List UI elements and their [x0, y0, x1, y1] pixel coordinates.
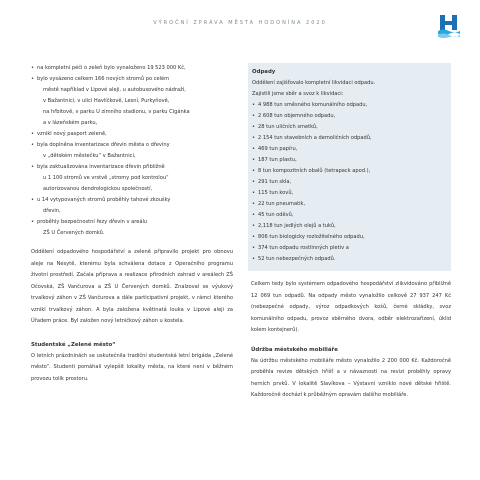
waste-list-item: • 2 154 tun stavebních a demoličních odpadů, — [252, 133, 447, 144]
waste-list-item: • 28 tun uličních smetků, — [252, 122, 447, 133]
greenery-paragraph: Oddělení odpadového hospodářství a zeleně připravilo projekt pro obnovu aleje na Nesytě, kterému byla schválena dotace z Operačního programu životní prostředí. Začala příprava a realizace přírodních zahrad v areálech ZŠ Očovská, ZŠ Vančurova a ZŠ U Červených domků. Znalzoval se výukový trvalkový záhon v ZŠ Vančurova a dále participativní projekt, v rámci kterého vznikl trvalkový záhon. A byla založena květinatá louka v Lipové aleji za Úřadem práce. Byl založen nový letničkový záhon u kostela. — [31, 249, 233, 324]
waste-list-item: • 187 tun plastu, — [252, 155, 447, 166]
waste-list-item: • 806 tun biologicky rozložitelného odpadu, — [252, 232, 447, 243]
waste-list-item: • 2 608 tun objemného odpadu, — [252, 111, 447, 122]
waste-list-item: • 45 tun oděvů, — [252, 210, 447, 221]
waste-summary-paragraph: Celkem tedy bylo systémem odpadového hospodářství zlikvidováno přibližně 12 069 tun odpadů. Na odpady město vynaložilo celkově 27 937 247 Kč (nebezpečné odpady, výroz odpadkových košů, černé skládky, svoz komunálního odpadu, provoz sběrného dvora, odběr elektrozařízení, úklid kolem kontejnerů). — [251, 281, 451, 333]
list-item: městě například v Lipové aleji, u autobusového nádraží, — [43, 87, 186, 93]
waste-intro-1: Oddělení zajišťovalo kompletní likvidaci odpadu. — [252, 80, 376, 86]
list-item: a v lázeňském parku, — [43, 120, 98, 126]
list-item: • byla zaktualizována inventarizace dřevin přibližně — [31, 162, 233, 173]
page-header: VÝROČNÍ ZPRÁVA MĚSTA HODONÍNA 2020 — [153, 20, 327, 26]
waste-list-item: • 4 988 tun směsného komunálního odpadu, — [252, 100, 447, 111]
list-item: • vznikl nový pasport zeleně, — [31, 129, 233, 140]
section-title-green-city: Studentské „Zelené město“ — [31, 341, 116, 348]
waste-box — [248, 63, 451, 271]
right-column — [251, 63, 451, 402]
waste-intro-2: Zajistili jsme sběr a svoz k likvidaci: — [252, 91, 344, 97]
list-item: u 1 100 stromů ve vrstvě „stromy pod kontrolou“ — [43, 175, 169, 181]
left-column — [31, 63, 233, 385]
waste-list — [252, 100, 447, 265]
waste-list-item: • 469 tun papíru, — [252, 144, 447, 155]
waste-list-item: • 8 tun kompozitních obalů (tetrapack apod.), — [252, 166, 447, 177]
list-item: v „dětském městečku“ v Bažantnici, — [43, 153, 136, 159]
waste-list-item: • 22 tun pneumatik, — [252, 199, 447, 210]
list-item: • na kompletní péči o zeleň bylo vynaloženo 19 523 000 Kč, — [31, 63, 233, 74]
waste-list-item: • 2,118 tun jedlých olejů a tuků, — [252, 221, 447, 232]
list-item: autorizovanou dendrologickou společností, — [43, 186, 153, 192]
list-item: • byla doplněna inventarizace dřevin města o dřeviny — [31, 140, 233, 151]
city-logo-icon — [438, 14, 460, 38]
list-item: dřevin, — [43, 208, 61, 214]
green-city-paragraph: O letních prázdninách se uskutečnila tradiční studentská letní brigáda „Zelené město“. Studenti pomáhali vylepšit lokality města, na které není v běžném provozu tolik prostoru. — [31, 352, 233, 382]
list-item: • bylo vysázeno celkem 166 nových stromů po celém — [31, 74, 233, 85]
waste-list-item: • 115 tun kovů, — [252, 188, 447, 199]
list-item: v Bažantnici, v ulici Havlíčkově, Lesní, Purkyňově, — [43, 98, 170, 104]
list-item: • proběhly bezpečnostní řezy dřevin v areálu — [31, 217, 233, 228]
waste-list-item: • 52 tun nebezpečných odpadů. — [252, 254, 447, 265]
greenery-list — [31, 63, 233, 239]
list-item: • u 14 vytypovaných stromů proběhly tahové zkoušky — [31, 195, 233, 206]
waste-list-item: • 374 tun odpadu rostlinných pletiv a — [252, 243, 447, 254]
waste-list-item: • 291 tun skla, — [252, 177, 447, 188]
list-item: ZŠ U Červených domků. — [43, 230, 105, 236]
furniture-paragraph: Na údržbu městského mobiliáře město vynaložilo 2 200 000 Kč. Každoročně proběhla revize dětských hřišť a v návaznosti na revizi proběhly opravy herních prvků. V lokalitě Slavíkova – Výstavní vzniklo nové dětské hřiště. Každoročně dochází k průběžným opravám dalšího mobiliáře. — [251, 357, 451, 398]
waste-title: Odpady — [252, 69, 276, 75]
section-title-furniture: Údržba městského mobiliáře — [251, 346, 338, 353]
list-item: na hřbitově, v parku U zimního stadionu, v parku Cigánka — [43, 109, 190, 115]
